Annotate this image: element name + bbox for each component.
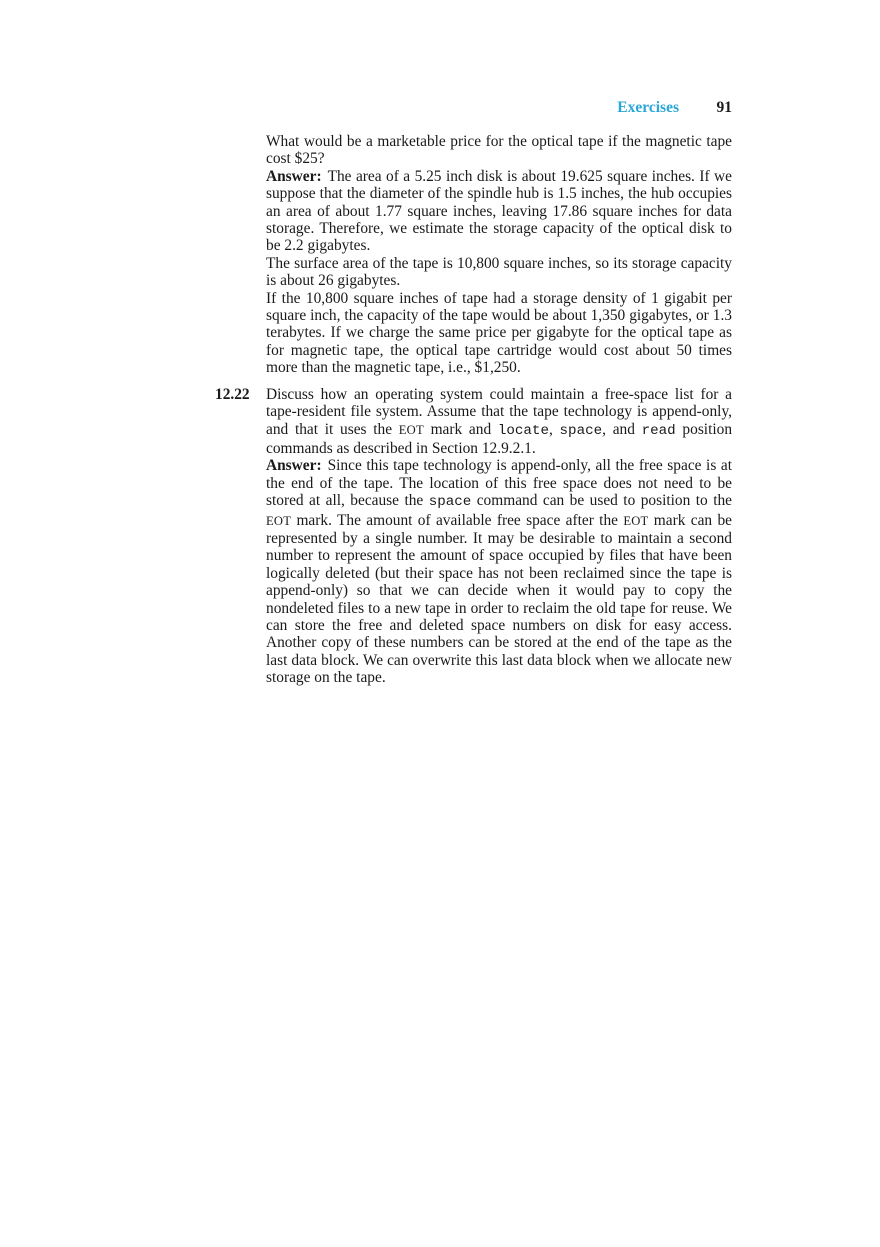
exercise-12-22 [215, 385, 733, 687]
previous-exercise-continuation [266, 133, 732, 377]
running-header [560, 99, 734, 121]
answer-paragraph: Answer: Since this tape technology is append-only, all the free space is at the end of the tape. The location of this free space does not need to be stored at all, because the space command can be used to position to the EOT mark. The amount of available free space after the EOT mark can be represented by a single number. It may be desirable to maintain a second number to represent the amount of space occupied by files that have been logically deleted (but their space has not been reclaimed since the tape is append-only) so that we can decide when it would pay to copy the nondeleted files to a new tape in order to reclaim the old tape for reuse. We can store the free and deleted space numbers on disk for easy access. Another copy of these numbers can be stored at the end of the tape as the last data block. We can overwrite this last data block when we allocate new storage on the tape. [266, 457, 732, 687]
space-command: space [559, 422, 603, 439]
answer-text: The area of a 5.25 inch disk is about 19.625 square inches. If we suppose that the diameter of the spindle hub is 1.5 inches, the hub occupies an area of about 1.77 square inches, leaving 17.86 square inches for data storage. Therefore, we estimate the storage capacity of the optical disk to be 2.2 gigabytes. [266, 167, 732, 255]
eot-term: EOT [398, 422, 424, 437]
question-text: Discuss how an operating system could maintain a free-space list for a tape-resident file system. Assume that the tape technology is append-only, and that it uses the EOT mark and locate, space, and read position commands as described in Section 12.9.2.1. [266, 385, 733, 457]
answer-paragraph [266, 168, 732, 255]
space-command: space [428, 494, 472, 511]
answer-paragraph: If the 10,800 square inches of tape had a storage density of 1 gigabit per square inch, the capacity of the tape would be about 1,350 gigabytes, or 1.3 terabytes. If we charge the same price per gigabyte for the optical tape as for magnetic tape, the optical tape cartridge would cost about 50 times more than the magnetic tape, i.e., $1,250. [266, 289, 732, 377]
eot-term: EOT [266, 513, 292, 528]
read-command: read [641, 422, 676, 439]
answer-label: Answer: [266, 457, 322, 475]
answer-paragraph: The surface area of the tape is 10,800 square inches, so its storage capacity is about 26 gigabytes. [266, 254, 732, 290]
exercise-number: 12.22 [215, 385, 250, 403]
locate-command: locate [497, 422, 549, 439]
eot-term: EOT [623, 513, 649, 528]
answer-label: Answer: [266, 167, 322, 185]
question-text: What would be a marketable price for the optical tape if the magnetic tape cost $25? [266, 133, 732, 168]
section-title: Exercises [617, 99, 679, 116]
page-body [215, 133, 733, 687]
page-number: 91 [716, 99, 732, 116]
